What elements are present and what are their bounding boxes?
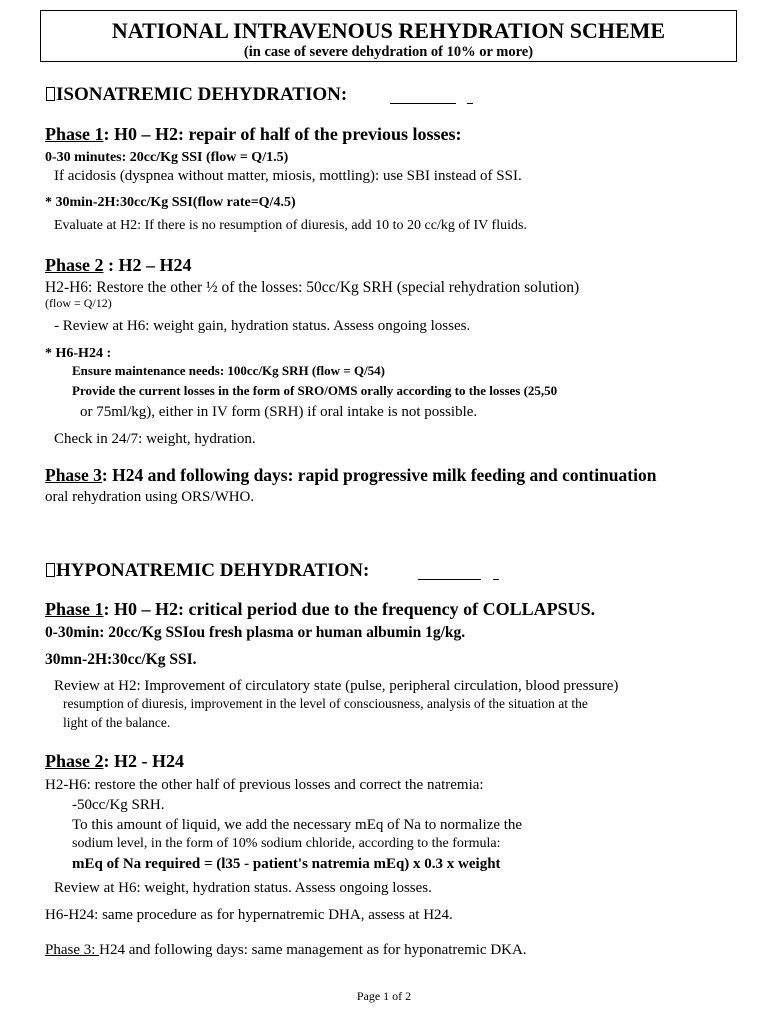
iso-p1-line4: Evaluate at H2: If there is no resumption of diuresis, add 10 to 20 cc/kg of IV fluids. <box>54 218 527 233</box>
phase-label: Phase 2 <box>45 751 104 771</box>
phase-title: : H0 – H2: critical period due to the frequency of COLLAPSUS. <box>103 599 596 619</box>
page-subtitle: (in case of severe dehydration of 10% or more) <box>243 44 534 60</box>
page-title: NATIONAL INTRAVENOUS REHYDRATION SCHEME <box>111 18 666 43</box>
phase-title: : H2 - H24 <box>103 751 184 771</box>
hypo-p1-line3: Review at H2: Improvement of circulatory state (pulse, peripheral circulation, blood pressure) <box>54 678 619 694</box>
iso-heading-text: ISONATREMIC DEHYDRATION: <box>56 84 348 105</box>
heading-underline <box>418 579 481 580</box>
page-number: Page 1 of 2 <box>356 989 412 1003</box>
iso-p1-line1: 0-30 minutes: 20cc/Kg SSI (flow = Q/1.5) <box>45 150 289 165</box>
iso-phase1-heading <box>45 125 462 145</box>
hypo-p1-line1: 0-30min: 20cc/Kg SSIou fresh plasma or human albumin 1g/kg. <box>45 624 466 641</box>
hypo-heading-text: HYPONATREMIC DEHYDRATION: <box>56 560 370 581</box>
checkbox-icon <box>46 87 55 101</box>
iso-phase3-heading <box>45 466 656 485</box>
phase-label: Phase 2 <box>45 255 104 275</box>
phase-label: Phase 1 <box>45 599 104 619</box>
phase-label: Phase 1 <box>45 124 104 144</box>
hypo-p2-line2: -50cc/Kg SRH. <box>72 797 165 813</box>
hypo-phase3-line <box>45 942 527 959</box>
hypo-phase1-heading <box>45 600 595 620</box>
hypo-heading <box>46 561 369 582</box>
iso-p2-line8: Check in 24/7: weight, hydration. <box>54 431 256 447</box>
title-box <box>40 10 737 62</box>
iso-p2-line5: Ensure maintenance needs: 100cc/Kg SRH (flow = Q/54) <box>72 363 386 378</box>
iso-p2-line3: - Review at H6: weight gain, hydration status. Assess ongoing losses. <box>54 318 471 334</box>
checkbox-icon <box>46 563 55 577</box>
phase-title: : H0 – H2: repair of half of the previous losses: <box>103 124 462 144</box>
hypo-p1-line2: 30mn-2H:30cc/Kg SSI. <box>45 651 197 668</box>
iso-p2-line4: * H6-H24 : <box>45 346 112 361</box>
iso-phase2-heading <box>45 256 192 276</box>
hypo-p2-line3: To this amount of liquid, we add the necessary mEq of Na to normalize the <box>72 817 523 833</box>
iso-p1-line2: If acidosis (dyspnea without matter, miosis, mottling): use SBI instead of SSI. <box>54 168 522 184</box>
hypo-p2-line1: H2-H6: restore the other half of previous losses and correct the natremia: <box>45 777 484 793</box>
phase-label: Phase 3 <box>45 465 102 485</box>
hypo-p2-line6: Review at H6: weight, hydration status. Assess ongoing losses. <box>54 880 432 896</box>
iso-p2-line6: Provide the current losses in the form of SRO/OMS orally according to the losses (25,50 <box>72 383 558 398</box>
iso-p3-line1: oral rehydration using ORS/WHO. <box>45 489 255 505</box>
phase-label: Phase 3: <box>45 942 100 958</box>
hypo-p1-line4: resumption of diuresis, improvement in the level of consciousness, analysis of the situation at the <box>63 696 588 711</box>
phase-title: : H2 – H24 <box>103 255 192 275</box>
iso-p2-line1: H2-H6: Restore the other ½ of the losses: 50cc/Kg SRH (special rehydration solution) <box>45 279 580 296</box>
hypo-p1-line5: light of the balance. <box>63 715 171 730</box>
phase-title: : H24 and following days: rapid progressive milk feeding and continuation <box>101 465 657 485</box>
heading-underline <box>467 103 473 104</box>
heading-underline <box>493 579 499 580</box>
hypo-p2-line4: sodium level, in the form of 10% sodium chloride, according to the formula: <box>72 836 501 851</box>
hypo-p2-formula: mEq of Na required = (l35 - patient's natremia mEq) x 0.3 x weight <box>72 856 501 872</box>
iso-heading <box>46 85 347 106</box>
heading-underline <box>390 103 456 104</box>
hypo-p2-line7: H6-H24: same procedure as for hypernatremic DHA, assess at H24. <box>45 907 453 923</box>
iso-p2-line2: (flow = Q/12) <box>45 296 112 310</box>
iso-p1-line3: * 30min-2H:30cc/Kg SSI(flow rate=Q/4.5) <box>45 195 296 210</box>
phase-text: H24 and following days: same management as for hyponatremic DKA. <box>99 942 527 958</box>
iso-p2-line7: or 75ml/kg), either in IV form (SRH) if oral intake is not possible. <box>80 404 478 420</box>
hypo-phase2-heading <box>45 752 184 772</box>
